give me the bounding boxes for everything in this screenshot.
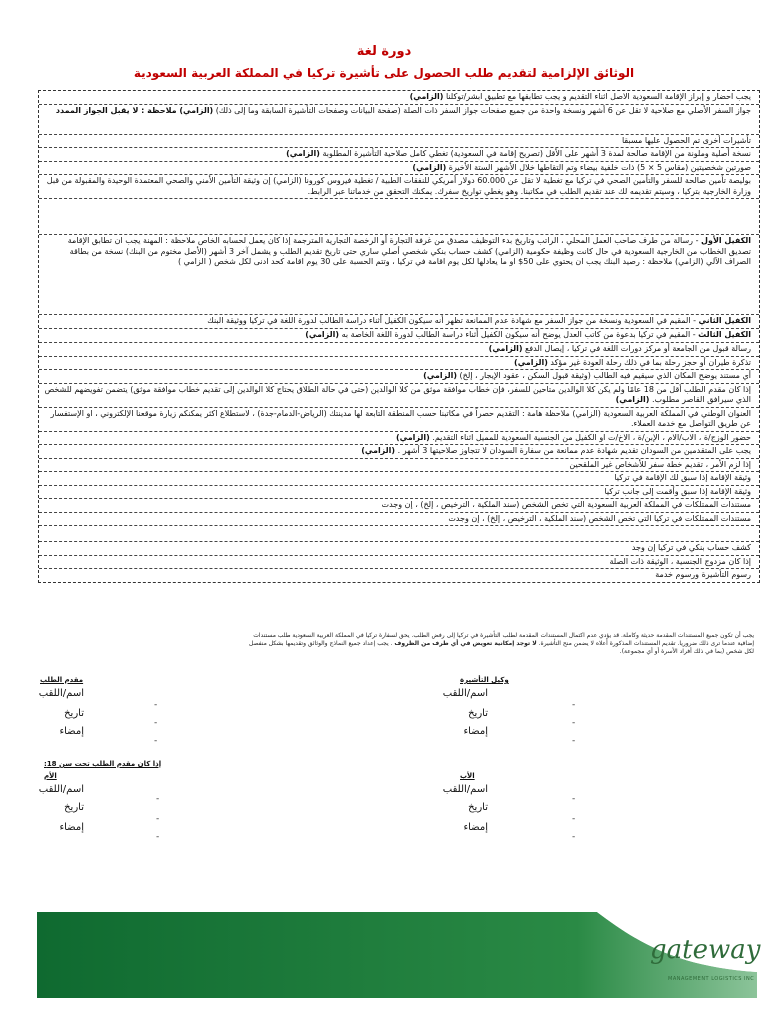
requirement-text: يجب على المتقدمين من السودان تقديم شهادة عدم ممانعة من سفارة السودان لا تتجاوز صلاحيتها 3 أشهر .: [397, 446, 751, 455]
requirement-text: إذا كان مقدم الطلب أقل من 18 عامًا ولم يكن كلا الوالدين متاحين للسفر، فإن خطاب موافقة موثق من كلا الوالدين (حتى في حالة الطلاق يحتاج كلا الوالدين إلى تقديم خطاب موافقة موثق) يتضمن تفويضهم للشخص الذي سيرافق القاصر مطلوب.: [44, 384, 751, 404]
notes-line-1: يجب أن تكون جميع المستندات المقدمة حديثة وكاملة. قد يؤدي عدم اكتمال المستندات المقدمة لطلب التأشيرة في تركيا إلى رفض الطلب. يحق لسفارة تركيا في المملكة العربية السعودية طلب مستندات: [253, 632, 754, 639]
father-sign-label: إمضاء: [463, 822, 488, 833]
requirement-text: تأشيرات أخرى تم الحصول عليها مسبقا: [621, 135, 751, 145]
requirement-text: حضور الوزج/ة ، الاب/الام ، الإبن/ة ، الاخ/ت او الكفيل من الجنسية السعودية للمميل اثناء التقديم.: [432, 432, 751, 442]
requirement-text: وثيقة الإقامة إذا سبق وأقمت إلى جانب تركيا: [604, 486, 751, 496]
requirement-row: [39, 499, 759, 513]
applicant-date-label: تاريخ: [64, 708, 84, 719]
requirement-row: [39, 148, 759, 162]
applicant-date-field[interactable]: -: [154, 718, 158, 728]
applicant-sign-field[interactable]: -: [154, 736, 158, 746]
requirement-row: [39, 486, 759, 500]
requirement-row: [39, 105, 759, 135]
requirement-row: [39, 408, 759, 432]
requirement-row: [39, 459, 759, 473]
requirement-text: جواز السفر الأصلي مع صلاحية لا تقل عن 6 أشهر ونسخة واحدة من جميع صفحات جواز السفر ذات الصلة (صفحة البيانات وصفحات التأشيرة السابقة وما إلى ذلك): [215, 105, 751, 115]
agent-heading: وكيل التأشيرة: [460, 676, 509, 684]
requirement-lead: الكفيل الثاني: [698, 316, 751, 325]
applicant-name-field[interactable]: -: [154, 700, 158, 710]
requirement-lead: الكفيل الأول: [701, 236, 751, 245]
requirement-row: [39, 542, 759, 556]
requirement-row: [39, 199, 759, 235]
requirement-text: مستندات الممتلكات في المملكة العربية السعودية التي تخص الشخص (سند الملكية ، الترخيص ، إلخ) ، إن وجدت: [381, 500, 751, 509]
requirement-row: [39, 329, 759, 343]
requirement-row: [39, 432, 759, 446]
requirement-text: كشف حساب بنكي في تركيا إن وجد: [631, 543, 751, 552]
requirement-row: [39, 357, 759, 371]
requirement-row: [39, 91, 759, 105]
mother-date-label: تاريخ: [64, 802, 84, 813]
footer-band: [37, 912, 757, 998]
requirement-text: صورتين شخصيتين (مقاس 5 × 5) ذات خلفية بيضاء وتم التقاطها خلال الأشهر الستة الأخيرة: [448, 162, 751, 172]
father-heading: الأب: [460, 772, 475, 780]
page-title: دورة لغة: [356, 44, 412, 59]
requirement-tag: (الزامي) ملاحظة : لا يقبل الجواز الممدد: [55, 105, 214, 115]
father-date-label: تاريخ: [468, 802, 488, 813]
mother-heading: الأم: [44, 772, 57, 780]
requirement-row: [39, 526, 759, 542]
requirement-tag: (الزامي): [286, 149, 320, 158]
requirement-text: نسخة أصلية وملونة من الإقامة صالحة لمدة 3 أشهر على الأقل (تصريح إقامة في السعودية) تغطي كامل صلاحية التأشيرة المطلوبة: [322, 149, 751, 158]
father-name-field[interactable]: -: [572, 794, 576, 804]
mother-sign-field[interactable]: -: [156, 832, 160, 842]
minor-heading: إذا كان مقدم الطلب تحت سن 18:: [44, 760, 162, 768]
requirement-text: تذكرة طيران أو حجز رحلة بما في ذلك رحلة العودة غير مؤكد: [550, 357, 751, 367]
requirement-text: - المقيم في السعودية ونسخة من جواز السفر مع شهادة عدم الممانعة تظهر أنه سيكون الكفيل أثناء دراسة الطالب لدورة اللغة في تركيا ووثيقة البنك: [207, 316, 696, 325]
requirement-row: [39, 175, 759, 199]
requirement-tag: (الزامي): [412, 162, 447, 172]
agent-date-field[interactable]: -: [572, 718, 576, 728]
notes-line-2: إضافية عندما ترى ذلك ضروريا. تقديم المستندات المذكورة أعلاه لا يضمن منح التأشيرة. لا توجد إمكانية تعويض في أي طرف من الظروف . يجب إعداد جميع النماذج والوثائق وتقديمها بشكل منفصل: [249, 640, 754, 647]
notes-block: [86, 632, 754, 656]
agent-name-label: اسم/اللقب: [442, 688, 488, 699]
agent-date-label: تاريخ: [468, 708, 488, 719]
requirement-text: - المقيم في تركيا بدعوة من كاتب العدل يوضح أنه سيكون الكفيل أثناء دراسة الطالب لدورة اللغة الخاصة به: [341, 330, 696, 339]
requirement-row: [39, 315, 759, 329]
requirement-row: [39, 343, 759, 357]
requirement-row: [39, 370, 759, 384]
requirement-row: [39, 384, 759, 408]
father-date-field[interactable]: -: [572, 814, 576, 824]
requirement-text: مستندات الممتلكات في تركيا التي تخص الشخص (سند الملكية ، الترخيص ، إلخ) ، إن وجدت: [448, 513, 751, 523]
requirement-tag: (الزامي): [615, 395, 650, 404]
agent-sign-field[interactable]: -: [572, 736, 576, 746]
agent-name-field[interactable]: -: [572, 700, 576, 710]
agent-sign-label: إمضاء: [463, 726, 488, 737]
requirement-text: - رسالة من طرف صاحب العمل المحلي ، الراتب وتاريخ بدء التوظيف مصدق من غرفة التجارة أو الرخصة التجارية المترجمة إذا كان يعمل لحسابه الخاص ملاحظة : المهنة يجب ان تطابق الإقامة تصديق الخطاب من الخارجية السعودية في حال كانت وظيفة حكومية (الزامي) كشف حساب بنكي شخصي أصلي ساري حتى تاريخ تقديم الطلب و يشمل آخر 3 أشهر (الأصل مختوم من البنك) نسخة من بطاقة الصراف الآلي (الزامي) ملاحظة : رصيد البنك يجب ان يحتوي على 50$ او ما يعادلها لكل يوم اقامة في تركيا ، وتتم الحسبة على 30 يوم اقامة كحد ادنى لكل شخص ( الزامي ): [67, 236, 751, 266]
requirement-text: وثيقة الإقامة إذا سبق لك الإقامة في تركيا: [614, 473, 751, 482]
mother-name-label: اسم/اللقب: [38, 784, 84, 795]
requirement-tag: (الزامي): [423, 371, 457, 380]
requirement-row: [39, 135, 759, 149]
requirement-text: بوليصة تأمين صالحة للسفر والتأمين الصحي في تركيا مع تغطية لا تقل عن 60.000 دولار أمريكي للنفقات الطبية / تغطية فيروس كورونا (الزامي) إن وثيقة التأمين الأمني والصحي المعتمدة الوحيدة والمقبولة من قبل وزارة الخارجية بتركيا ، وسيتم تقديمه لك عند تقديم الطلب في مكاتبنا. وهو يغطي تواريخ سفرك. يمكنك التحقق من خدماتنا عبر الرابط.: [46, 176, 751, 196]
requirement-row: [39, 445, 759, 459]
mother-name-field[interactable]: -: [156, 794, 160, 804]
requirement-row: [39, 556, 759, 570]
requirement-text: أي مستند يوضح المكان الذي سيقيم فيه الطالب (وثيقة قبول السكن ، عقود الإيجار ، إلخ): [459, 371, 751, 380]
requirement-text: إذا كان مزدوج الجنسية ، الوثيقة ذات الصلة: [609, 556, 751, 566]
requirement-row: [39, 162, 759, 176]
gateway-logo: gateway: [650, 935, 761, 965]
requirement-row: [39, 569, 759, 582]
requirement-text: العنوان الوطني في المملكة العربية السعودية (الزامي) ملاحظة هامة : التقديم حصراً في مكاتبنا حسب المنطقة التابعة لها مدينتك (الرياض-الدمام-جدة) ، لاستطلاع اكثر يمكنكم زيارة موقعنا الإلكتروني ، او الإستفسار عن طريق التواصل مع خدمة العملاء.: [50, 408, 751, 428]
requirement-text: رسالة قبول من الجامعة أو مركز دورات اللغة في تركيا ، إيصال الدفع: [525, 344, 751, 353]
page-subtitle: الوثائق الإلزامية لتقديم طلب الحصول على تأشيرة تركيا في المملكة العربية السعودية: [133, 66, 635, 80]
requirement-tag: (الزامي): [305, 330, 340, 339]
requirement-row: [39, 472, 759, 486]
requirement-lead: الكفيل الثالث: [698, 330, 751, 339]
requirements-table: [38, 90, 760, 583]
requirement-row: [39, 513, 759, 527]
requirement-tag: (الزامي): [395, 432, 430, 442]
notes-line-3: لكل شخص (بما في ذلك أفراد الأسرة أو أي مجموعة).: [619, 648, 754, 655]
requirement-text: يجب احضار و إبراز الإقامة السعودية الاصل اثناء التقديم و يجب تطابقها مع تطبيق ابشر/توكلنا: [445, 92, 751, 101]
applicant-heading: مقدم الطلب: [40, 676, 84, 684]
requirement-text: رسوم التأشيرة ورسوم خدمة: [655, 570, 751, 579]
applicant-name-label: اسم/اللقب: [38, 688, 84, 699]
requirement-tag: (الزامي): [409, 92, 444, 101]
requirement-tag: (الزامي): [514, 357, 548, 367]
requirement-tag: (الزامي): [361, 446, 396, 455]
requirement-text: إذا لزم الأمر ، تقديم خطة سفر للأشخاص غير الملقحين: [569, 459, 751, 469]
father-sign-field[interactable]: -: [572, 832, 576, 842]
requirement-row: [39, 235, 759, 315]
gateway-logo-subtitle: MANAGEMENT LOGISTICS INC: [668, 976, 755, 982]
father-name-label: اسم/اللقب: [442, 784, 488, 795]
requirement-tag: (الزامي): [488, 344, 523, 353]
mother-date-field[interactable]: -: [156, 814, 160, 824]
mother-sign-label: إمضاء: [59, 822, 84, 833]
applicant-sign-label: إمضاء: [59, 726, 84, 737]
